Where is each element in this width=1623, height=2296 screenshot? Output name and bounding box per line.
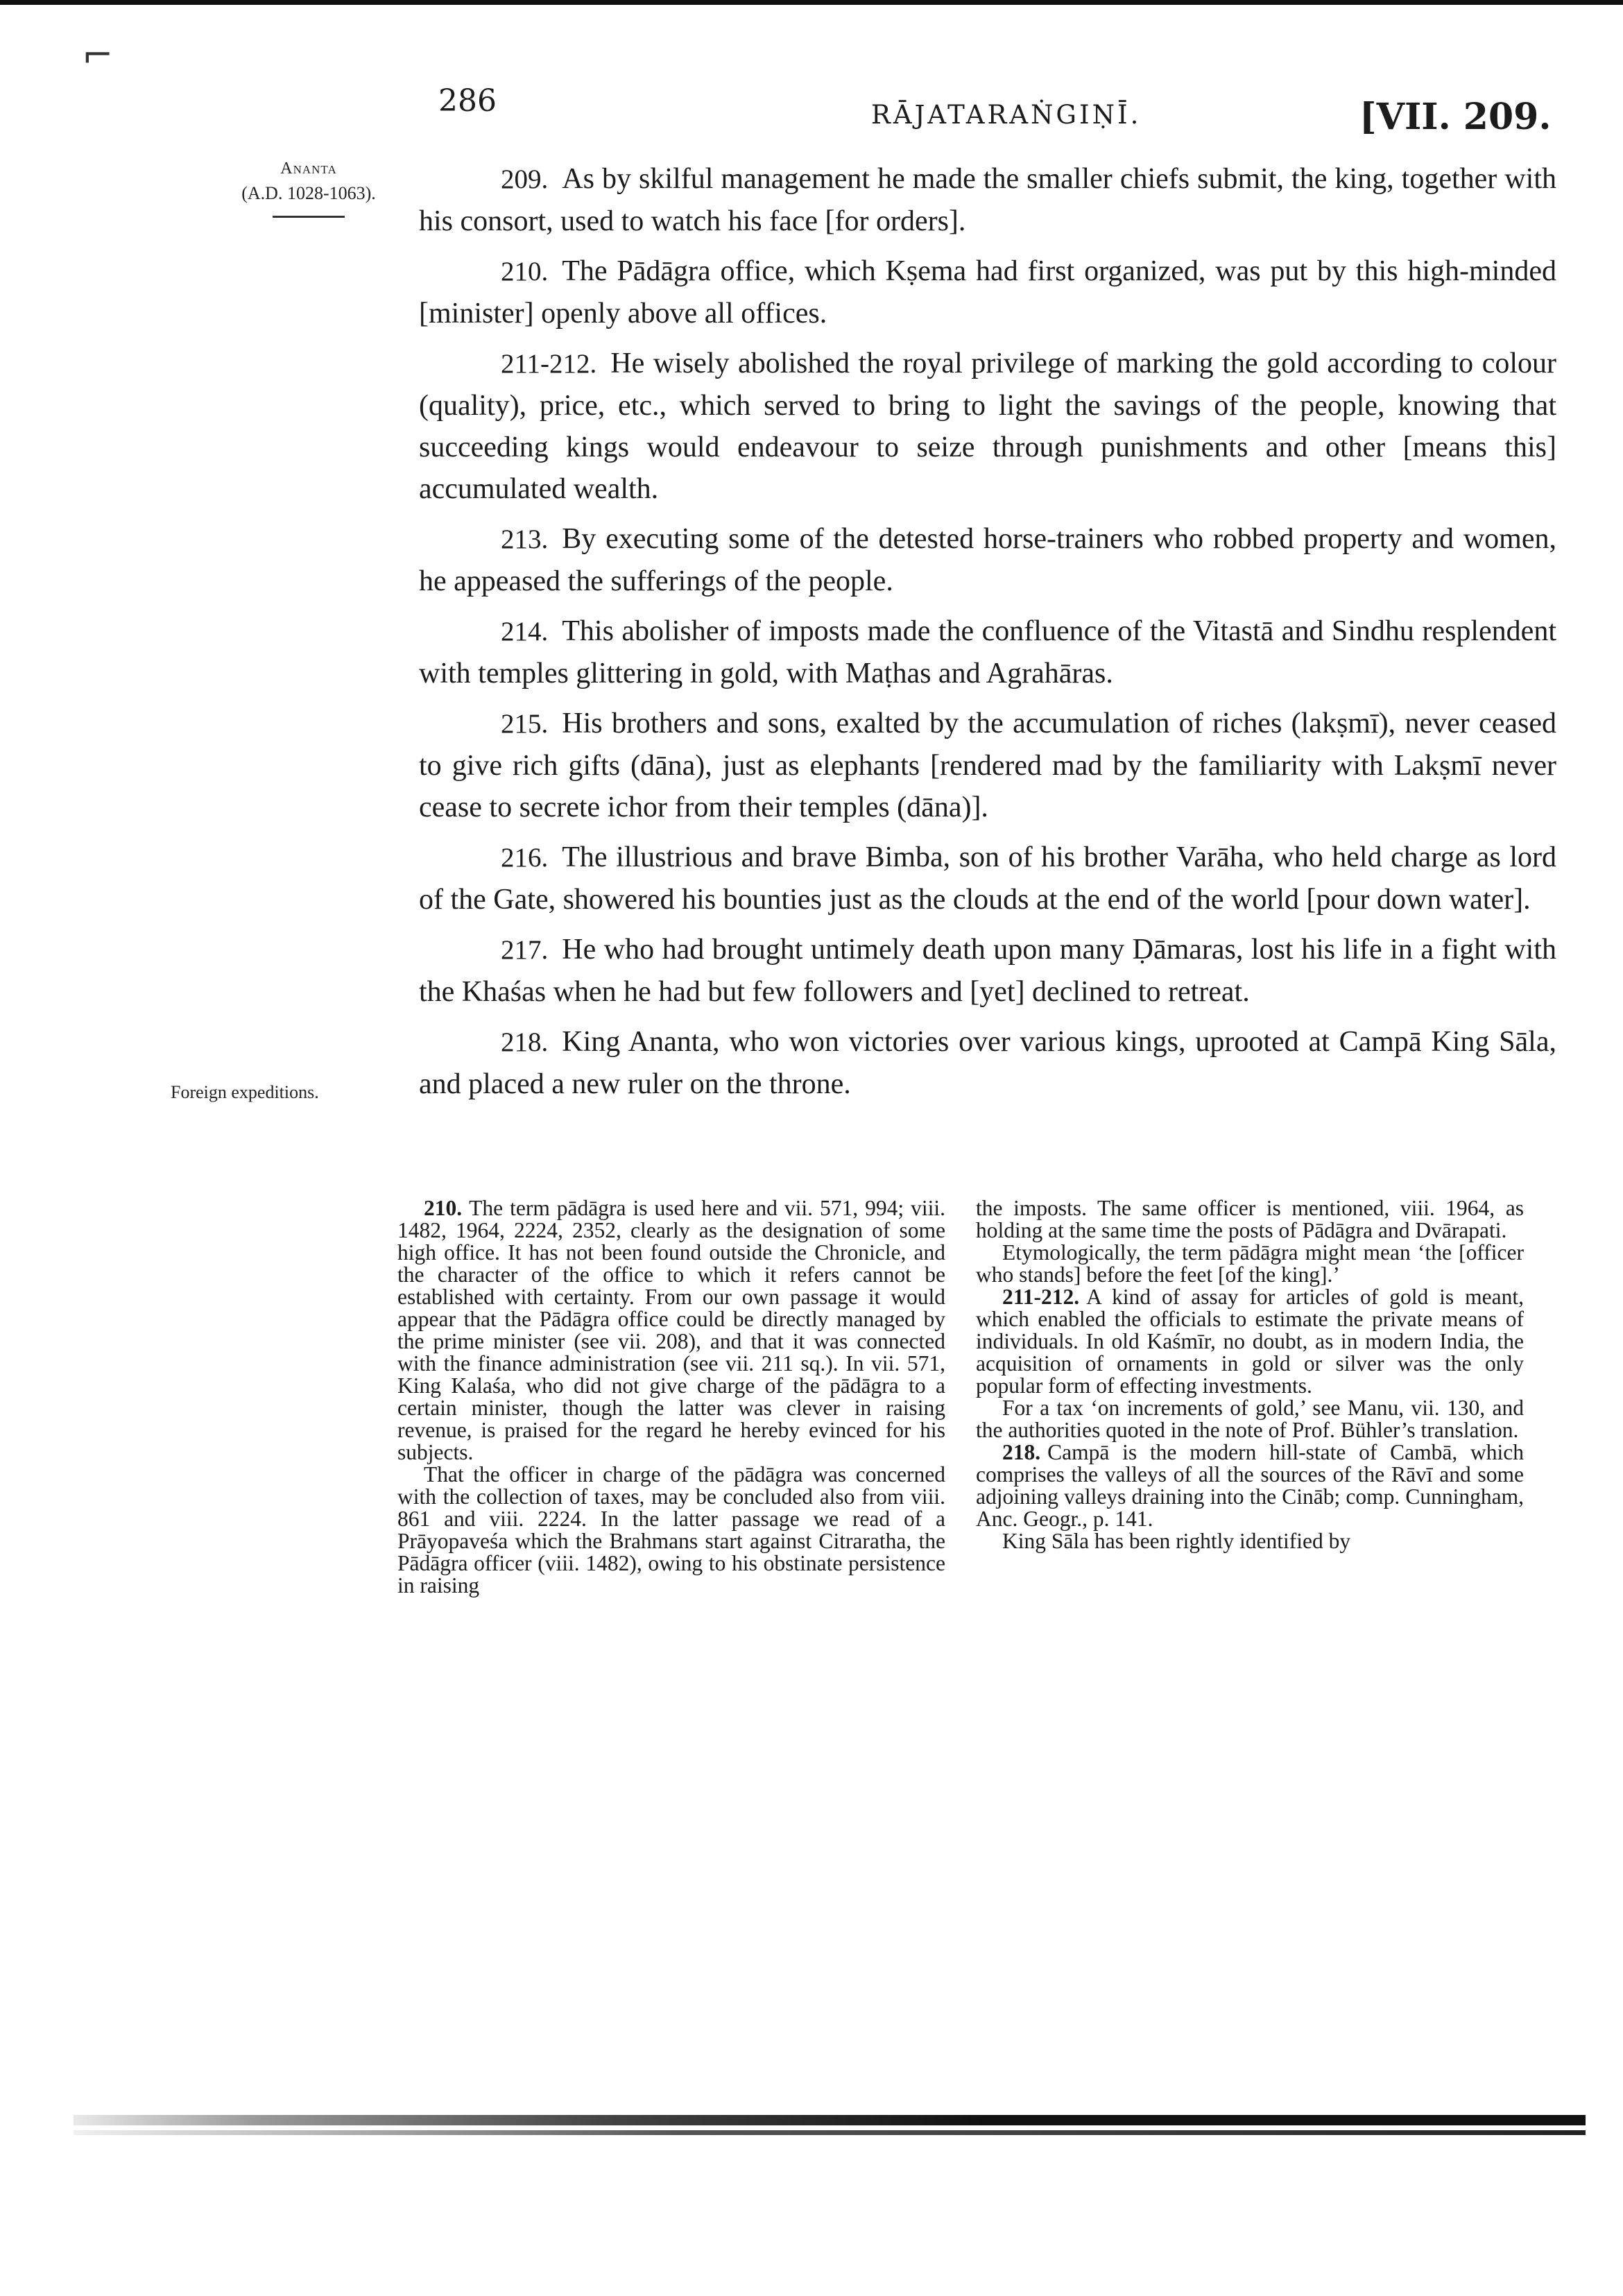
- section-reference: [VII. 209.: [1359, 96, 1552, 138]
- verse-body: This abolisher of imposts made the confluence of the Vitastā and Sindhu resplendent with temples glittering in gold, with Maṭhas and Agrahāras.: [419, 615, 1556, 689]
- page-number: 286: [438, 83, 497, 119]
- footnote-number: 211-212.: [1002, 1285, 1080, 1309]
- footnotes: [397, 1197, 1524, 1597]
- verse-body: As by skilful management he made the smaller chiefs submit, the king, together with his consort, used to watch his face [for orders].: [419, 163, 1556, 237]
- verse-number: 214.: [501, 617, 549, 646]
- verse: [419, 610, 1556, 694]
- margin-note-ananta: [222, 156, 395, 218]
- verse: [419, 1021, 1556, 1105]
- footnote-body: A kind of assay for articles of gold is meant, which enabled the officials to estimate the private means of individuals. In old Kaśmīr, no doubt, as in modern India, the acquisition of ornaments in gold or silver was the only popular form of effecting investments.: [976, 1285, 1524, 1398]
- verse-number: 213.: [501, 524, 549, 554]
- footnote: [976, 1242, 1524, 1286]
- footnote-body: Etymologically, the term pādāgra might mean ‘the [officer who stands] before the feet [of the king].’: [976, 1240, 1524, 1287]
- verse-body: By executing some of the detested horse-trainers who robbed property and women, he appeased the sufferings of the people.: [419, 523, 1556, 597]
- footnote-number: 210.: [424, 1196, 463, 1220]
- margin-note-foreign: Foreign expeditions.: [171, 1082, 319, 1102]
- verse: [419, 837, 1556, 920]
- verse: [419, 929, 1556, 1013]
- verse-text: [419, 158, 1556, 1113]
- margin-king-name: Ananta: [280, 160, 337, 178]
- verse-number: 218.: [501, 1027, 549, 1057]
- verse: [419, 343, 1556, 510]
- footnote-body: the imposts. The same officer is mentioned, viii. 1964, as holding at the same time the posts of Pādāgra and Dvārapati.: [976, 1196, 1524, 1242]
- verse-body: The Pādāgra office, which Kṣema had first organized, was put by this high-minded [minister] openly above all offices.: [419, 255, 1556, 329]
- verse: [419, 518, 1556, 602]
- footnote-body: The term pādāgra is used here and vii. 571, 994; viii. 1482, 1964, 2224, 2352, clearly as the designation of some high office. It has not been found outside the Chronicle, and the character of the office to which it refers cannot be established with certainty. From our own passage it would appear that the Pādāgra office could be directly managed by the prime minister (see vii. 208), and that it was connected with the finance administration (see vii. 211 sq.). In vii. 571, King Kalaśa, who did not give charge of the pādāgra to a certain minister, though the latter was clever in raising revenue, is praised for the regard he hereby evinced for his subjects.: [397, 1196, 945, 1464]
- footnote-body: King Sāla has been rightly identified by: [1002, 1529, 1351, 1553]
- verse-body: King Ananta, who won victories over various kings, uprooted at Campā King Sāla, and placed a new ruler on the throne.: [419, 1026, 1556, 1100]
- verse-body: He who had brought untimely death upon many Ḍāmaras, lost his life in a fight with the Khaśas when he had but few followers and [yet] declined to retreat.: [419, 934, 1556, 1008]
- footnote: [976, 1286, 1524, 1397]
- verse-body: His brothers and sons, exalted by the accumulation of riches (lakṣmī), never ceased to give rich gifts (dāna), just as elephants [rendered mad by the familiarity with Lakṣmī never cease to secrete ichor from their temples (dāna)].: [419, 708, 1556, 823]
- verse-number: 210.: [501, 257, 549, 286]
- page-header: [0, 76, 1623, 146]
- scan-edge-band-lower: [74, 2130, 1586, 2135]
- verse-number: 217.: [501, 935, 549, 965]
- footnote-body: That the officer in charge of the pādāgra was concerned with the collection of taxes, may be concluded also from viii. 861 and viii. 2224. In the latter passage we read of a Prāyopaveśa which the Brahmans start against Citraratha, the Pādāgra officer (viii. 1482), owing to his obstinate persistence in raising: [397, 1462, 945, 1597]
- verse-number: 209.: [501, 164, 549, 194]
- footnotes-right-column: [976, 1197, 1524, 1597]
- footnote-body: Campā is the modern hill-state of Cambā, which comprises the valleys of all the sources of the Rāvī and some adjoining valleys draining into the Cināb; comp. Cunningham, Anc. Geogr., p. 141.: [976, 1440, 1524, 1531]
- footnote: [976, 1530, 1524, 1552]
- verse-body: He wisely abolished the royal privilege of marking the gold according to colour (quality), price, etc., which served to bring to light the savings of the people, knowing that succeeding kings would endeavour to seize through punishments and other [means this] accumulated wealth.: [419, 348, 1556, 505]
- footnote: [397, 1197, 945, 1464]
- footnotes-left-column: [397, 1197, 945, 1597]
- verse-body: The illustrious and brave Bimba, son of his brother Varāha, who held charge as lord of the Gate, showered his bounties just as the clouds at the end of the world [pour down water].: [419, 841, 1556, 916]
- scan-mark: ⌐: [82, 33, 114, 77]
- running-title: RĀJATARAṄGIṆĪ.: [871, 100, 1142, 130]
- footnote: [976, 1397, 1524, 1441]
- footnote: [397, 1464, 945, 1597]
- footnote-body: For a tax ‘on increments of gold,’ see Manu, vii. 130, and the authorities quoted in the note of Prof. Bühler’s translation.: [976, 1396, 1524, 1442]
- top-border: [0, 0, 1623, 5]
- verse: [419, 158, 1556, 242]
- scan-edge-band: [74, 2115, 1586, 2125]
- verse-number: 215.: [501, 709, 549, 739]
- footnote: [976, 1441, 1524, 1530]
- verse-number: 211-212.: [501, 349, 597, 379]
- margin-king-dates: (A.D. 1028-1063).: [241, 183, 376, 203]
- verse: [419, 250, 1556, 334]
- footnote-number: 218.: [1002, 1440, 1041, 1464]
- verse-number: 216.: [501, 843, 549, 873]
- verse: [419, 703, 1556, 828]
- margin-rule: [273, 216, 345, 218]
- footnote: [976, 1197, 1524, 1242]
